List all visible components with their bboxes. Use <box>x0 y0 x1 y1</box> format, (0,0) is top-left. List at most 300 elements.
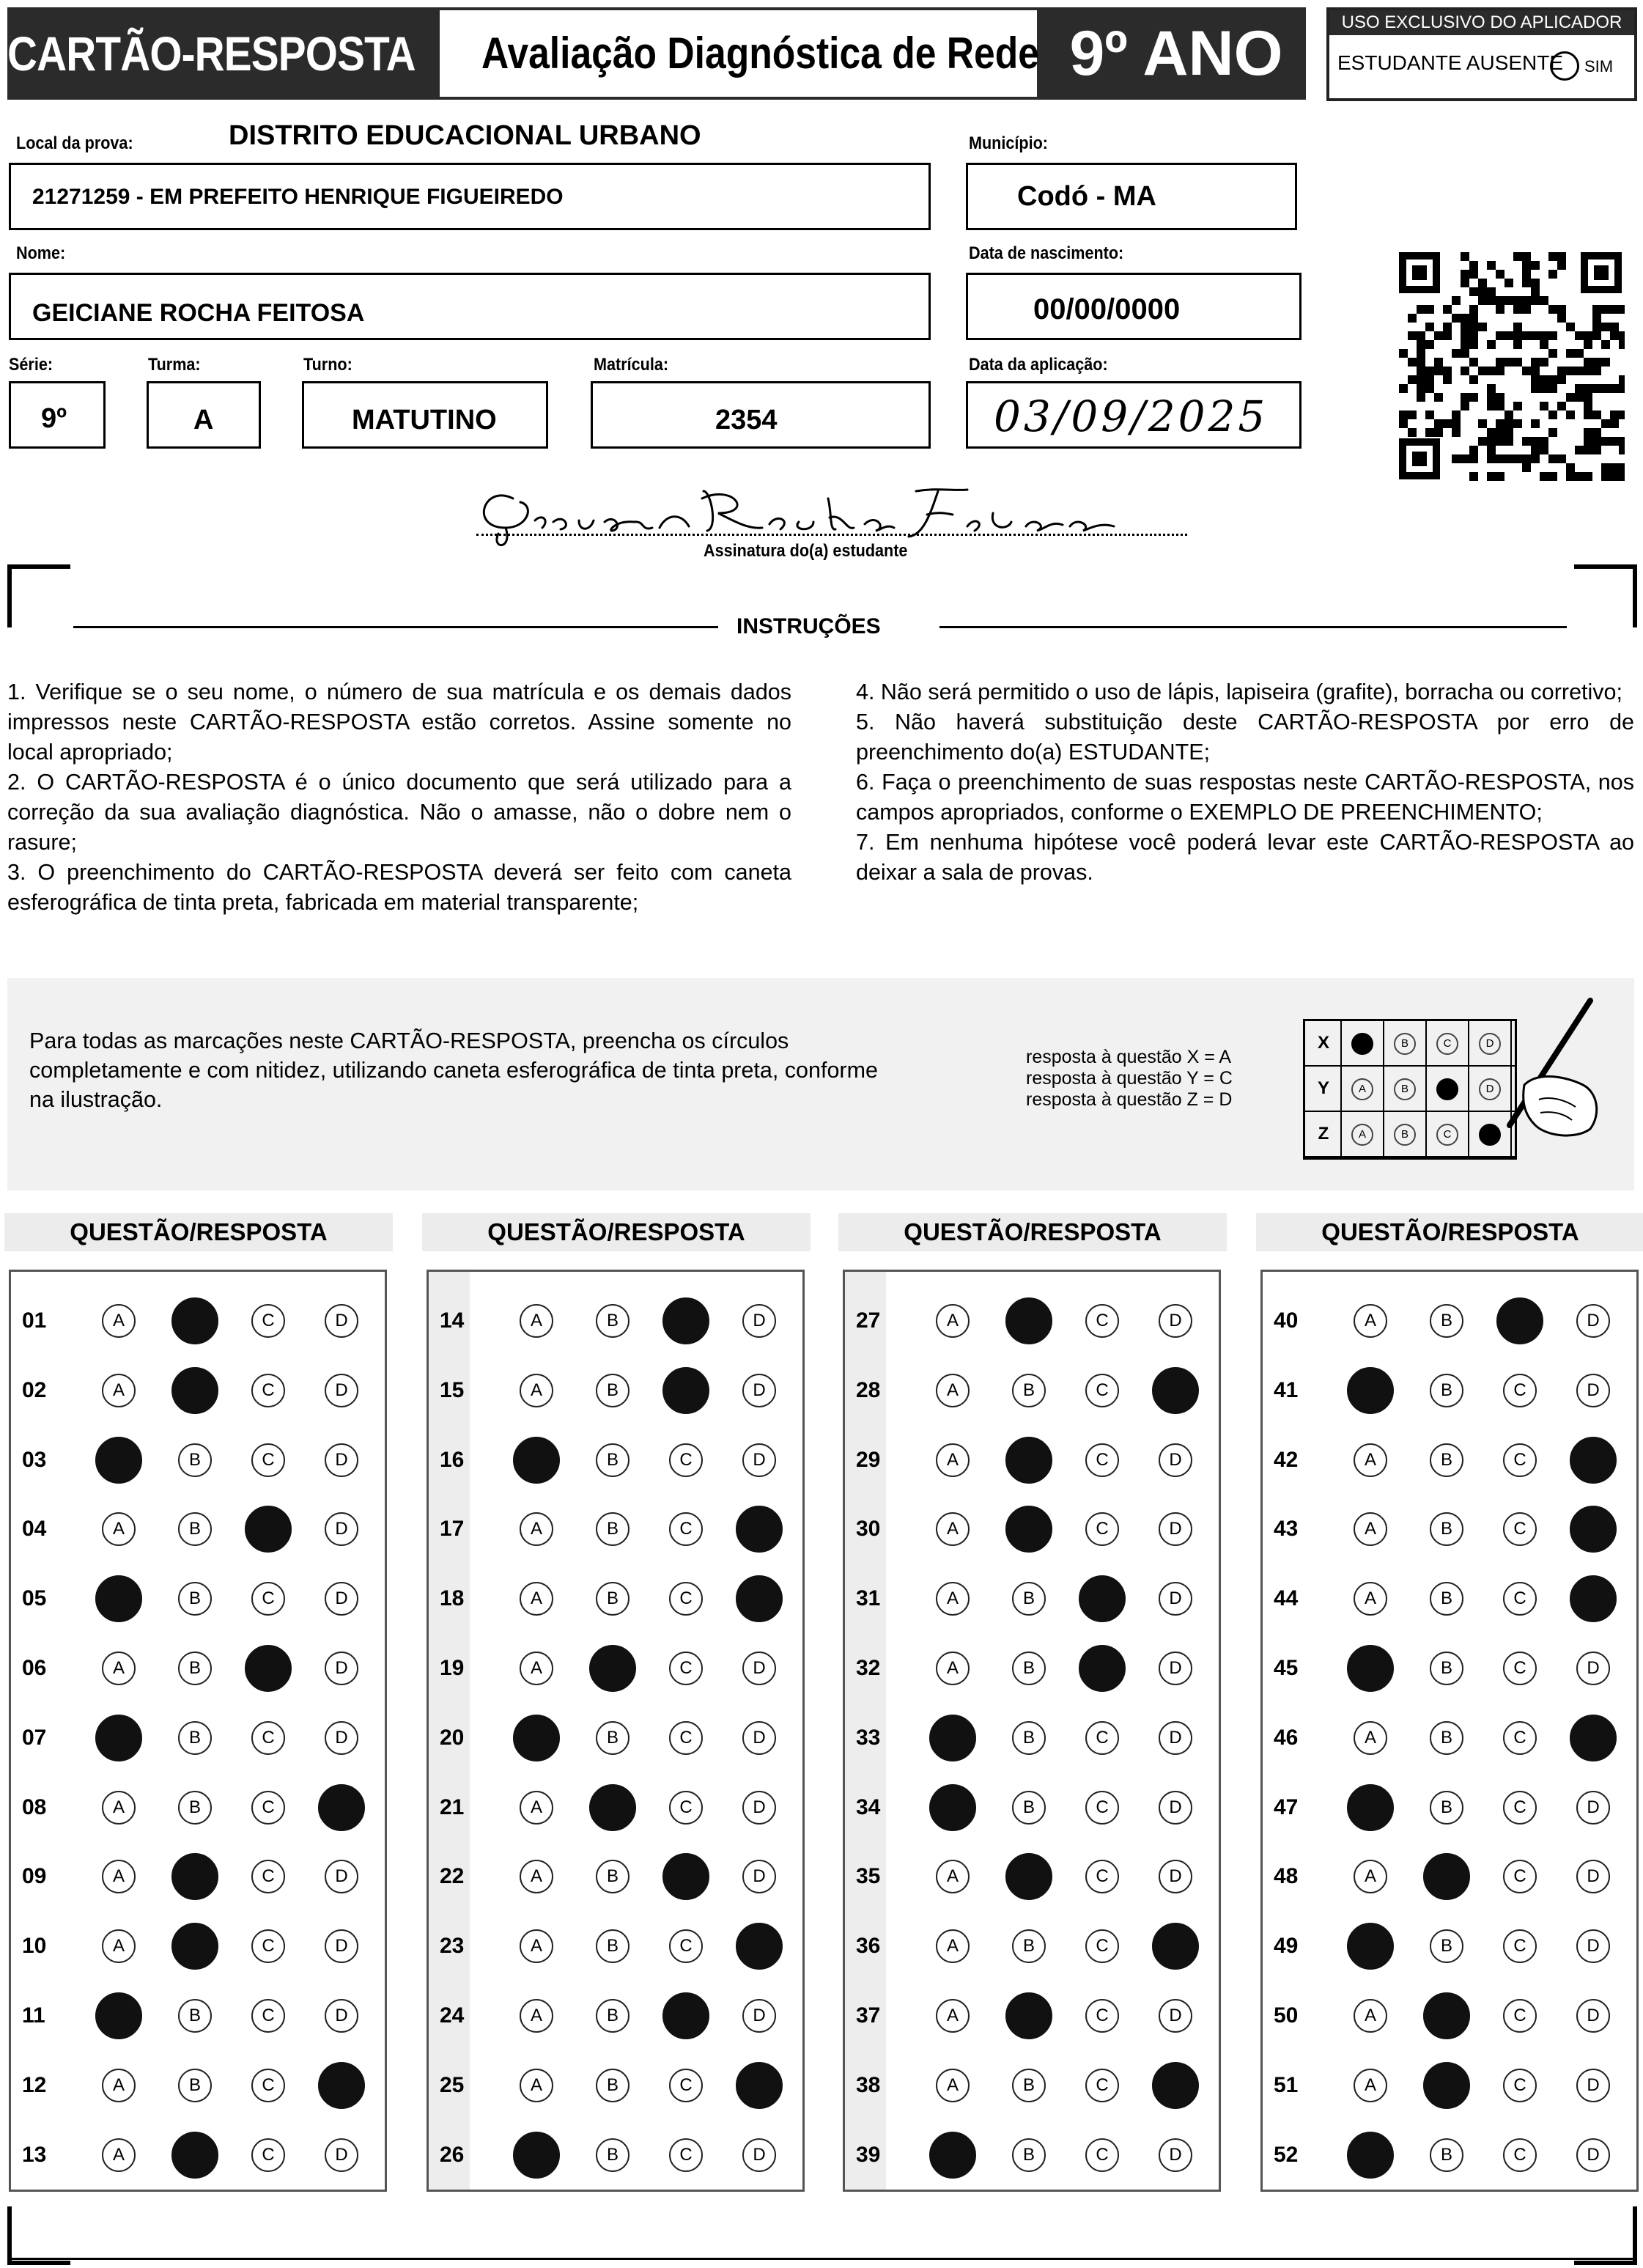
answer-bubble-b[interactable]: B <box>1430 1652 1463 1685</box>
question-number: 42 <box>1274 1447 1299 1472</box>
question-number: 04 <box>22 1517 47 1542</box>
answer-bubble-b[interactable]: B <box>178 1582 212 1616</box>
question-row <box>9 1712 387 1781</box>
answer-bubble-d[interactable]: D <box>1159 1999 1192 2033</box>
question-number: 11 <box>22 2003 45 2028</box>
question-number: 47 <box>1274 1794 1299 1819</box>
question-number: 14 <box>440 1308 465 1333</box>
answer-bubble-a[interactable]: A <box>936 1374 970 1407</box>
answer-bubble-b[interactable]: B <box>1005 1437 1052 1484</box>
answer-bubble-a[interactable]: A <box>1354 1582 1387 1616</box>
example-legend-item: resposta à questão Z = D <box>1026 1089 1233 1110</box>
answer-bubble-d[interactable]: D <box>325 1860 358 1893</box>
answer-bubble-a[interactable]: A <box>936 1512 970 1546</box>
answer-bubble-a[interactable]: A <box>929 2132 976 2179</box>
answer-bubble-c[interactable]: C <box>251 2069 285 2102</box>
answer-bubble-d[interactable]: D <box>1576 1304 1610 1338</box>
answer-bubble-a[interactable]: A <box>102 2138 136 2172</box>
answer-bubble-a[interactable]: A <box>520 1582 553 1616</box>
answer-bubble-d[interactable]: D <box>1576 1374 1610 1407</box>
answer-bubble-a[interactable]: A <box>102 1929 136 1963</box>
answer-bubble-d[interactable]: D <box>742 2138 776 2172</box>
answer-bubble-a[interactable]: A <box>520 1999 553 2033</box>
answer-bubble-b[interactable]: B <box>1423 1992 1470 2039</box>
answer-bubble-d[interactable]: D <box>1570 1506 1617 1553</box>
answer-bubble-c[interactable]: C <box>1085 1721 1119 1755</box>
answer-bubble-a[interactable]: A <box>1354 1304 1387 1338</box>
example-bubble-b: B <box>1394 1124 1416 1146</box>
question-row <box>9 1364 387 1433</box>
answer-bubble-c[interactable]: C <box>1496 1297 1543 1344</box>
series-label: Série: <box>9 355 53 375</box>
answer-bubble-d[interactable]: D <box>742 1304 776 1338</box>
answer-bubble-a[interactable]: A <box>936 2069 970 2102</box>
answer-bubble-d[interactable]: D <box>1159 1512 1192 1546</box>
appdate-handwritten: 03/09/2025 <box>994 391 1269 441</box>
answer-bubble-c[interactable]: C <box>245 1506 292 1553</box>
example-legend-item: resposta à questão Y = C <box>1026 1068 1233 1089</box>
name-label: Nome: <box>16 243 66 263</box>
answer-bubble-a[interactable]: A <box>1354 1999 1387 2033</box>
answer-bubble-b[interactable]: B <box>1012 1652 1046 1685</box>
answer-bubble-c[interactable]: C <box>662 1853 709 1900</box>
answer-bubble-d[interactable]: D <box>1152 2062 1199 2109</box>
answer-bubble-b[interactable]: B <box>1012 2138 1046 2172</box>
question-number: 45 <box>1274 1656 1299 1680</box>
answer-bubble-d[interactable]: D <box>1576 1999 1610 2033</box>
answer-bubble-c[interactable]: C <box>662 1297 709 1344</box>
answer-bubble-d[interactable]: D <box>742 1652 776 1685</box>
question-number: 43 <box>1274 1517 1299 1542</box>
answer-bubble-d[interactable]: D <box>1159 1443 1192 1477</box>
answer-bubble-d[interactable]: D <box>1159 2138 1192 2172</box>
question-number: 52 <box>1274 2142 1299 2167</box>
answer-bubble-d[interactable]: D <box>736 1575 783 1622</box>
answer-bubble-c[interactable]: C <box>1085 1512 1119 1546</box>
answer-bubble-b[interactable]: B <box>596 1374 629 1407</box>
answer-bubble-d[interactable]: D <box>325 1512 358 1546</box>
question-row <box>1260 1503 1639 1572</box>
example-row-label: X <box>1317 1033 1329 1053</box>
answer-bubble-b[interactable]: B <box>178 1999 212 2033</box>
answer-bubble-d[interactable]: D <box>1576 2138 1610 2172</box>
answer-bubble-d[interactable]: D <box>1570 1575 1617 1622</box>
absent-label: ESTUDANTE AUSENTE <box>1337 51 1564 74</box>
answer-bubble-b[interactable]: B <box>171 1923 218 1970</box>
answer-bubble-d[interactable]: D <box>325 1929 358 1963</box>
answer-bubble-d[interactable]: D <box>325 1652 358 1685</box>
answer-bubble-d[interactable]: D <box>1159 1721 1192 1755</box>
answer-bubble-d[interactable]: D <box>1159 1860 1192 1893</box>
question-row <box>427 1850 805 1919</box>
question-row <box>1260 1572 1639 1641</box>
answer-bubble-b[interactable]: B <box>1012 1374 1046 1407</box>
answer-bubble-b[interactable]: B <box>596 1443 629 1477</box>
answer-bubble-b[interactable]: B <box>589 1645 636 1692</box>
signature-handwriting <box>469 469 1187 550</box>
absent-bubble[interactable] <box>1550 51 1579 81</box>
answer-bubble-c[interactable]: C <box>669 1443 703 1477</box>
answer-bubble-b[interactable]: B <box>596 2069 629 2102</box>
answer-bubble-a[interactable]: A <box>1354 1721 1387 1755</box>
answer-bubble-a[interactable]: A <box>1347 1784 1394 1831</box>
answer-bubble-a[interactable]: A <box>936 1582 970 1616</box>
answer-bubble-d[interactable]: D <box>325 2138 358 2172</box>
answer-bubble-b[interactable]: B <box>171 1853 218 1900</box>
question-row <box>427 1781 805 1850</box>
answer-bubble-d[interactable]: D <box>1570 1715 1617 1761</box>
answer-bubble-d[interactable]: D <box>742 1791 776 1825</box>
answer-bubble-c[interactable]: C <box>1085 1304 1119 1338</box>
answer-bubble-d[interactable]: D <box>742 1721 776 1755</box>
answer-bubble-a[interactable]: A <box>1347 1923 1394 1970</box>
question-row <box>1260 1920 1639 1989</box>
answer-bubble-d[interactable]: D <box>1152 1923 1199 1970</box>
answer-bubble-a[interactable]: A <box>102 2069 136 2102</box>
answer-bubble-b[interactable]: B <box>1430 1582 1463 1616</box>
answer-bubble-c[interactable]: C <box>662 1992 709 2039</box>
answer-bubble-c[interactable]: C <box>1085 2069 1119 2102</box>
birth-value: 00/00/0000 <box>1033 293 1181 325</box>
question-number: 51 <box>1274 2072 1299 2097</box>
answer-bubble-a[interactable]: A <box>95 1575 142 1622</box>
example-bubble-c: C <box>1436 1078 1458 1100</box>
answer-bubble-c[interactable]: C <box>669 1512 703 1546</box>
answer-bubble-c[interactable]: C <box>251 1721 285 1755</box>
bottom-rule <box>7 2258 1634 2260</box>
question-number: 07 <box>22 1725 47 1750</box>
answer-bubble-a[interactable]: A <box>95 1992 142 2039</box>
instructions-right-column <box>856 677 1634 888</box>
question-row <box>843 1989 1221 2058</box>
question-number: 21 <box>440 1794 465 1819</box>
instructions-title: INSTRUÇÕES <box>736 614 881 638</box>
qr-code-icon <box>1396 249 1625 482</box>
answer-bubble-c[interactable]: C <box>669 1582 703 1616</box>
answer-bubble-c[interactable]: C <box>662 1367 709 1414</box>
answer-bubble-a[interactable]: A <box>936 1304 970 1338</box>
answer-bubble-c[interactable]: C <box>1079 1645 1126 1692</box>
answer-bubble-c[interactable]: C <box>1085 1860 1119 1893</box>
answer-bubble-a[interactable]: A <box>1354 1860 1387 1893</box>
answer-bubble-b[interactable]: B <box>1430 1374 1463 1407</box>
answer-bubble-a[interactable]: A <box>936 1999 970 2033</box>
question-row <box>843 1503 1221 1572</box>
answer-bubble-b[interactable]: B <box>1012 2069 1046 2102</box>
answer-bubble-b[interactable]: B <box>1430 1791 1463 1825</box>
answer-bubble-d[interactable]: D <box>1152 1367 1199 1414</box>
answer-bubble-c[interactable]: C <box>1503 1791 1537 1825</box>
answer-bubble-b[interactable]: B <box>596 1721 629 1755</box>
answer-bubble-b[interactable]: B <box>1423 1853 1470 1900</box>
answer-bubble-a[interactable]: A <box>1354 1512 1387 1546</box>
answer-bubble-d[interactable]: D <box>1570 1437 1617 1484</box>
answer-bubble-a[interactable]: A <box>102 1791 136 1825</box>
answer-bubble-b[interactable]: B <box>171 1367 218 1414</box>
question-row <box>843 1920 1221 1989</box>
question-row <box>843 1850 1221 1919</box>
answer-bubble-b[interactable]: B <box>596 1929 629 1963</box>
class-label: Turma: <box>148 355 201 375</box>
answer-bubble-a[interactable]: A <box>102 1652 136 1685</box>
answer-bubble-b[interactable]: B <box>178 1652 212 1685</box>
answer-bubble-b[interactable]: B <box>1012 1791 1046 1825</box>
answer-bubble-c[interactable]: C <box>1085 1929 1119 1963</box>
enroll-value: 2354 <box>715 405 778 435</box>
answer-bubble-a[interactable]: A <box>95 1715 142 1761</box>
question-number: 50 <box>1274 2003 1299 2028</box>
answer-bubble-c[interactable]: C <box>1503 2069 1537 2102</box>
answer-bubble-b[interactable]: B <box>596 1999 629 2033</box>
answer-bubble-c[interactable]: C <box>1085 1374 1119 1407</box>
answer-bubble-d[interactable]: D <box>736 1506 783 1553</box>
question-row <box>9 1295 387 1363</box>
answer-bubble-c[interactable]: C <box>1503 1929 1537 1963</box>
answer-bubble-a[interactable]: A <box>520 1374 553 1407</box>
answer-bubble-b[interactable]: B <box>1012 1721 1046 1755</box>
answer-bubble-b[interactable]: B <box>1430 1929 1463 1963</box>
answer-bubble-c[interactable]: C <box>1503 1582 1537 1616</box>
answer-bubble-b[interactable]: B <box>1005 1506 1052 1553</box>
answer-bubble-a[interactable]: A <box>1354 2069 1387 2102</box>
answer-bubble-c[interactable]: C <box>1503 1652 1537 1685</box>
answer-bubble-a[interactable]: A <box>936 1860 970 1893</box>
answer-bubble-d[interactable]: D <box>742 1999 776 2033</box>
answer-bubble-a[interactable]: A <box>520 1304 553 1338</box>
answer-bubble-c[interactable]: C <box>1079 1575 1126 1622</box>
question-number: 30 <box>856 1517 881 1542</box>
question-row <box>843 1712 1221 1781</box>
question-row <box>427 1642 805 1711</box>
answer-bubble-d[interactable]: D <box>742 1860 776 1893</box>
instructions-left-column <box>7 677 791 918</box>
answer-bubble-b[interactable]: B <box>178 1791 212 1825</box>
question-number: 08 <box>22 1794 47 1819</box>
answer-bubble-c[interactable]: C <box>251 1582 285 1616</box>
answer-bubble-d[interactable]: D <box>325 1582 358 1616</box>
answer-bubble-a[interactable]: A <box>102 1374 136 1407</box>
answer-bubble-c[interactable]: C <box>1503 1999 1537 2033</box>
answer-bubble-a[interactable]: A <box>1347 1367 1394 1414</box>
question-row <box>1260 1434 1639 1503</box>
answer-bubble-b[interactable]: B <box>1430 1721 1463 1755</box>
answer-bubble-b[interactable]: B <box>1012 1582 1046 1616</box>
answer-bubble-b[interactable]: B <box>596 1582 629 1616</box>
answer-bubble-a[interactable]: A <box>520 2069 553 2102</box>
answer-bubble-d[interactable]: D <box>742 1374 776 1407</box>
answer-bubble-c[interactable]: C <box>1503 1721 1537 1755</box>
answer-bubble-a[interactable]: A <box>513 2132 560 2179</box>
answer-bubble-c[interactable]: C <box>1503 1443 1537 1477</box>
question-row <box>843 1781 1221 1850</box>
answer-bubble-c[interactable]: C <box>1085 1999 1119 2033</box>
answer-bubble-d[interactable]: D <box>318 2062 365 2109</box>
answer-bubble-a[interactable]: A <box>936 1443 970 1477</box>
column-header: QUESTÃO/RESPOSTA <box>4 1213 393 1251</box>
question-row <box>427 1572 805 1641</box>
example-text: Para todas as marcações neste CARTÃO-RESPOSTA, preencha os círculos completamente e com nitidez, utilizando caneta esferográfica de tinta preta, conforme na ilustração. <box>29 1028 878 1112</box>
answer-bubble-b[interactable]: B <box>596 2138 629 2172</box>
question-number: 34 <box>856 1794 881 1819</box>
column-header: QUESTÃO/RESPOSTA <box>422 1213 811 1251</box>
question-number: 40 <box>1274 1308 1299 1333</box>
answer-bubble-b[interactable]: B <box>178 2069 212 2102</box>
question-row <box>9 1920 387 1989</box>
answer-bubble-a[interactable]: A <box>513 1715 560 1761</box>
question-number: 20 <box>440 1725 465 1750</box>
answer-bubble-a[interactable]: A <box>1347 2132 1394 2179</box>
answer-bubble-b[interactable]: B <box>589 1784 636 1831</box>
answer-bubble-c[interactable]: C <box>1503 1374 1537 1407</box>
example-bubble-b: B <box>1394 1033 1416 1055</box>
shift-label: Turno: <box>303 355 352 375</box>
corner-bracket-bottom-right <box>1574 2206 1637 2265</box>
answer-bubble-d[interactable]: D <box>325 1443 358 1477</box>
answer-bubble-b[interactable]: B <box>171 2132 218 2179</box>
answer-bubble-c[interactable]: C <box>1085 1791 1119 1825</box>
answer-bubble-b[interactable]: B <box>1012 1929 1046 1963</box>
enroll-label: Matrícula: <box>594 355 669 375</box>
answer-bubble-a[interactable]: A <box>520 1652 553 1685</box>
answer-bubble-c[interactable]: C <box>251 1791 285 1825</box>
answer-bubble-d[interactable]: D <box>742 1443 776 1477</box>
answer-bubble-a[interactable]: A <box>936 1652 970 1685</box>
answer-bubble-c[interactable]: C <box>1503 1512 1537 1546</box>
answer-bubble-d[interactable]: D <box>1159 1304 1192 1338</box>
answer-bubble-c[interactable]: C <box>669 1929 703 1963</box>
answer-bubble-a[interactable]: A <box>102 1304 136 1338</box>
answer-bubble-d[interactable]: D <box>1576 1791 1610 1825</box>
answer-bubble-c[interactable]: C <box>251 1304 285 1338</box>
answer-bubble-d[interactable]: D <box>1576 2069 1610 2102</box>
answer-bubble-d[interactable]: D <box>736 1923 783 1970</box>
question-row <box>9 1642 387 1711</box>
question-row <box>843 1572 1221 1641</box>
answer-bubble-d[interactable]: D <box>325 1721 358 1755</box>
answer-bubble-c[interactable]: C <box>669 1652 703 1685</box>
answer-bubble-b[interactable]: B <box>1430 1443 1463 1477</box>
answer-bubble-d[interactable]: D <box>1576 1652 1610 1685</box>
answer-bubble-b[interactable]: B <box>178 1512 212 1546</box>
answer-bubble-a[interactable]: A <box>520 1512 553 1546</box>
answer-bubble-b[interactable]: B <box>1005 1297 1052 1344</box>
answer-bubble-c[interactable]: C <box>245 1645 292 1692</box>
answer-bubble-b[interactable]: B <box>1005 1853 1052 1900</box>
question-number: 09 <box>22 1864 47 1889</box>
answer-bubble-b[interactable]: B <box>178 1443 212 1477</box>
answer-bubble-b[interactable]: B <box>1430 1512 1463 1546</box>
answer-bubble-a[interactable]: A <box>102 1860 136 1893</box>
example-bubble-b: B <box>1394 1078 1416 1100</box>
answer-bubble-a[interactable]: A <box>520 1929 553 1963</box>
question-row <box>1260 2129 1639 2198</box>
instruction-item: 7. Em nenhuma hipótese você poderá levar este CARTÃO-RESPOSTA ao deixar a sala de provas. <box>856 830 1634 885</box>
answer-bubble-c[interactable]: C <box>1503 1860 1537 1893</box>
answer-bubble-a[interactable]: A <box>929 1715 976 1761</box>
pen-hand-icon <box>1495 997 1605 1144</box>
question-number: 25 <box>440 2072 465 2097</box>
answer-bubble-d[interactable]: D <box>318 1784 365 1831</box>
question-row <box>843 1364 1221 1433</box>
answer-bubble-d[interactable]: D <box>1576 1929 1610 1963</box>
answer-bubble-c[interactable]: C <box>669 1721 703 1755</box>
answer-bubble-d[interactable]: D <box>325 1304 358 1338</box>
answer-bubble-d[interactable]: D <box>1159 1791 1192 1825</box>
example-grid <box>1303 1019 1517 1160</box>
answer-bubble-d[interactable]: D <box>1159 1582 1192 1616</box>
answer-bubble-c[interactable]: C <box>251 1929 285 1963</box>
signature-caption: Assinatura do(a) estudante <box>704 541 908 561</box>
answer-bubble-a[interactable]: A <box>520 1860 553 1893</box>
answer-bubble-c[interactable]: C <box>1085 2138 1119 2172</box>
question-row <box>427 1920 805 1989</box>
answer-bubble-a[interactable]: A <box>936 1929 970 1963</box>
answer-bubble-d[interactable]: D <box>1159 1652 1192 1685</box>
answer-bubble-b[interactable]: B <box>596 1860 629 1893</box>
question-row <box>1260 2059 1639 2128</box>
answer-bubble-c[interactable]: C <box>1085 1443 1119 1477</box>
question-number: 31 <box>856 1586 881 1611</box>
answer-bubble-c[interactable]: C <box>669 2138 703 2172</box>
question-number: 39 <box>856 2142 881 2167</box>
answer-bubble-c[interactable]: C <box>251 1999 285 2033</box>
answer-bubble-c[interactable]: C <box>1503 2138 1537 2172</box>
answer-bubble-b[interactable]: B <box>596 1512 629 1546</box>
answer-bubble-b[interactable]: B <box>178 1721 212 1755</box>
answer-bubble-c[interactable]: C <box>251 1860 285 1893</box>
exam-title: Avaliação Diagnóstica de Rede <box>481 29 1039 78</box>
answer-bubble-d[interactable]: D <box>325 1374 358 1407</box>
answer-bubble-c[interactable]: C <box>251 1443 285 1477</box>
answer-bubble-b[interactable]: B <box>1423 2062 1470 2109</box>
answer-bubble-d[interactable]: D <box>1576 1860 1610 1893</box>
answer-bubble-b[interactable]: B <box>1430 2138 1463 2172</box>
example-legend <box>1026 1047 1233 1111</box>
question-number: 16 <box>440 1447 465 1472</box>
question-number: 05 <box>22 1586 47 1611</box>
answer-bubble-a[interactable]: A <box>929 1784 976 1831</box>
example-bubble-a: A <box>1351 1124 1373 1146</box>
answer-bubble-b[interactable]: B <box>1005 1992 1052 2039</box>
answer-bubble-c[interactable]: C <box>251 2138 285 2172</box>
answer-bubble-a[interactable]: A <box>95 1437 142 1484</box>
answer-bubble-a[interactable]: A <box>1347 1645 1394 1692</box>
question-number: 44 <box>1274 1586 1299 1611</box>
question-number: 35 <box>856 1864 881 1889</box>
answer-bubble-a[interactable]: A <box>520 1791 553 1825</box>
question-number: 29 <box>856 1447 881 1472</box>
answer-bubble-b[interactable]: B <box>1430 1304 1463 1338</box>
answer-bubble-a[interactable]: A <box>513 1437 560 1484</box>
answer-bubble-d[interactable]: D <box>736 2062 783 2109</box>
question-row <box>1260 1850 1639 1919</box>
question-number: 23 <box>440 1934 465 1959</box>
answer-bubble-c[interactable]: C <box>669 2069 703 2102</box>
answer-bubble-c[interactable]: C <box>251 1374 285 1407</box>
question-number: 17 <box>440 1517 465 1542</box>
answer-bubble-b[interactable]: B <box>596 1304 629 1338</box>
municipality-label: Município: <box>969 133 1048 153</box>
answer-bubble-a[interactable]: A <box>102 1512 136 1546</box>
answer-bubble-d[interactable]: D <box>325 1999 358 2033</box>
column-header: QUESTÃO/RESPOSTA <box>838 1213 1227 1251</box>
question-number: 24 <box>440 2003 465 2028</box>
school-name: 21271259 - EM PREFEITO HENRIQUE FIGUEIREDO <box>32 185 564 209</box>
answer-bubble-b[interactable]: B <box>171 1297 218 1344</box>
series-value: 9º <box>41 403 67 434</box>
answer-bubble-c[interactable]: C <box>669 1791 703 1825</box>
answer-bubble-a[interactable]: A <box>1354 1443 1387 1477</box>
